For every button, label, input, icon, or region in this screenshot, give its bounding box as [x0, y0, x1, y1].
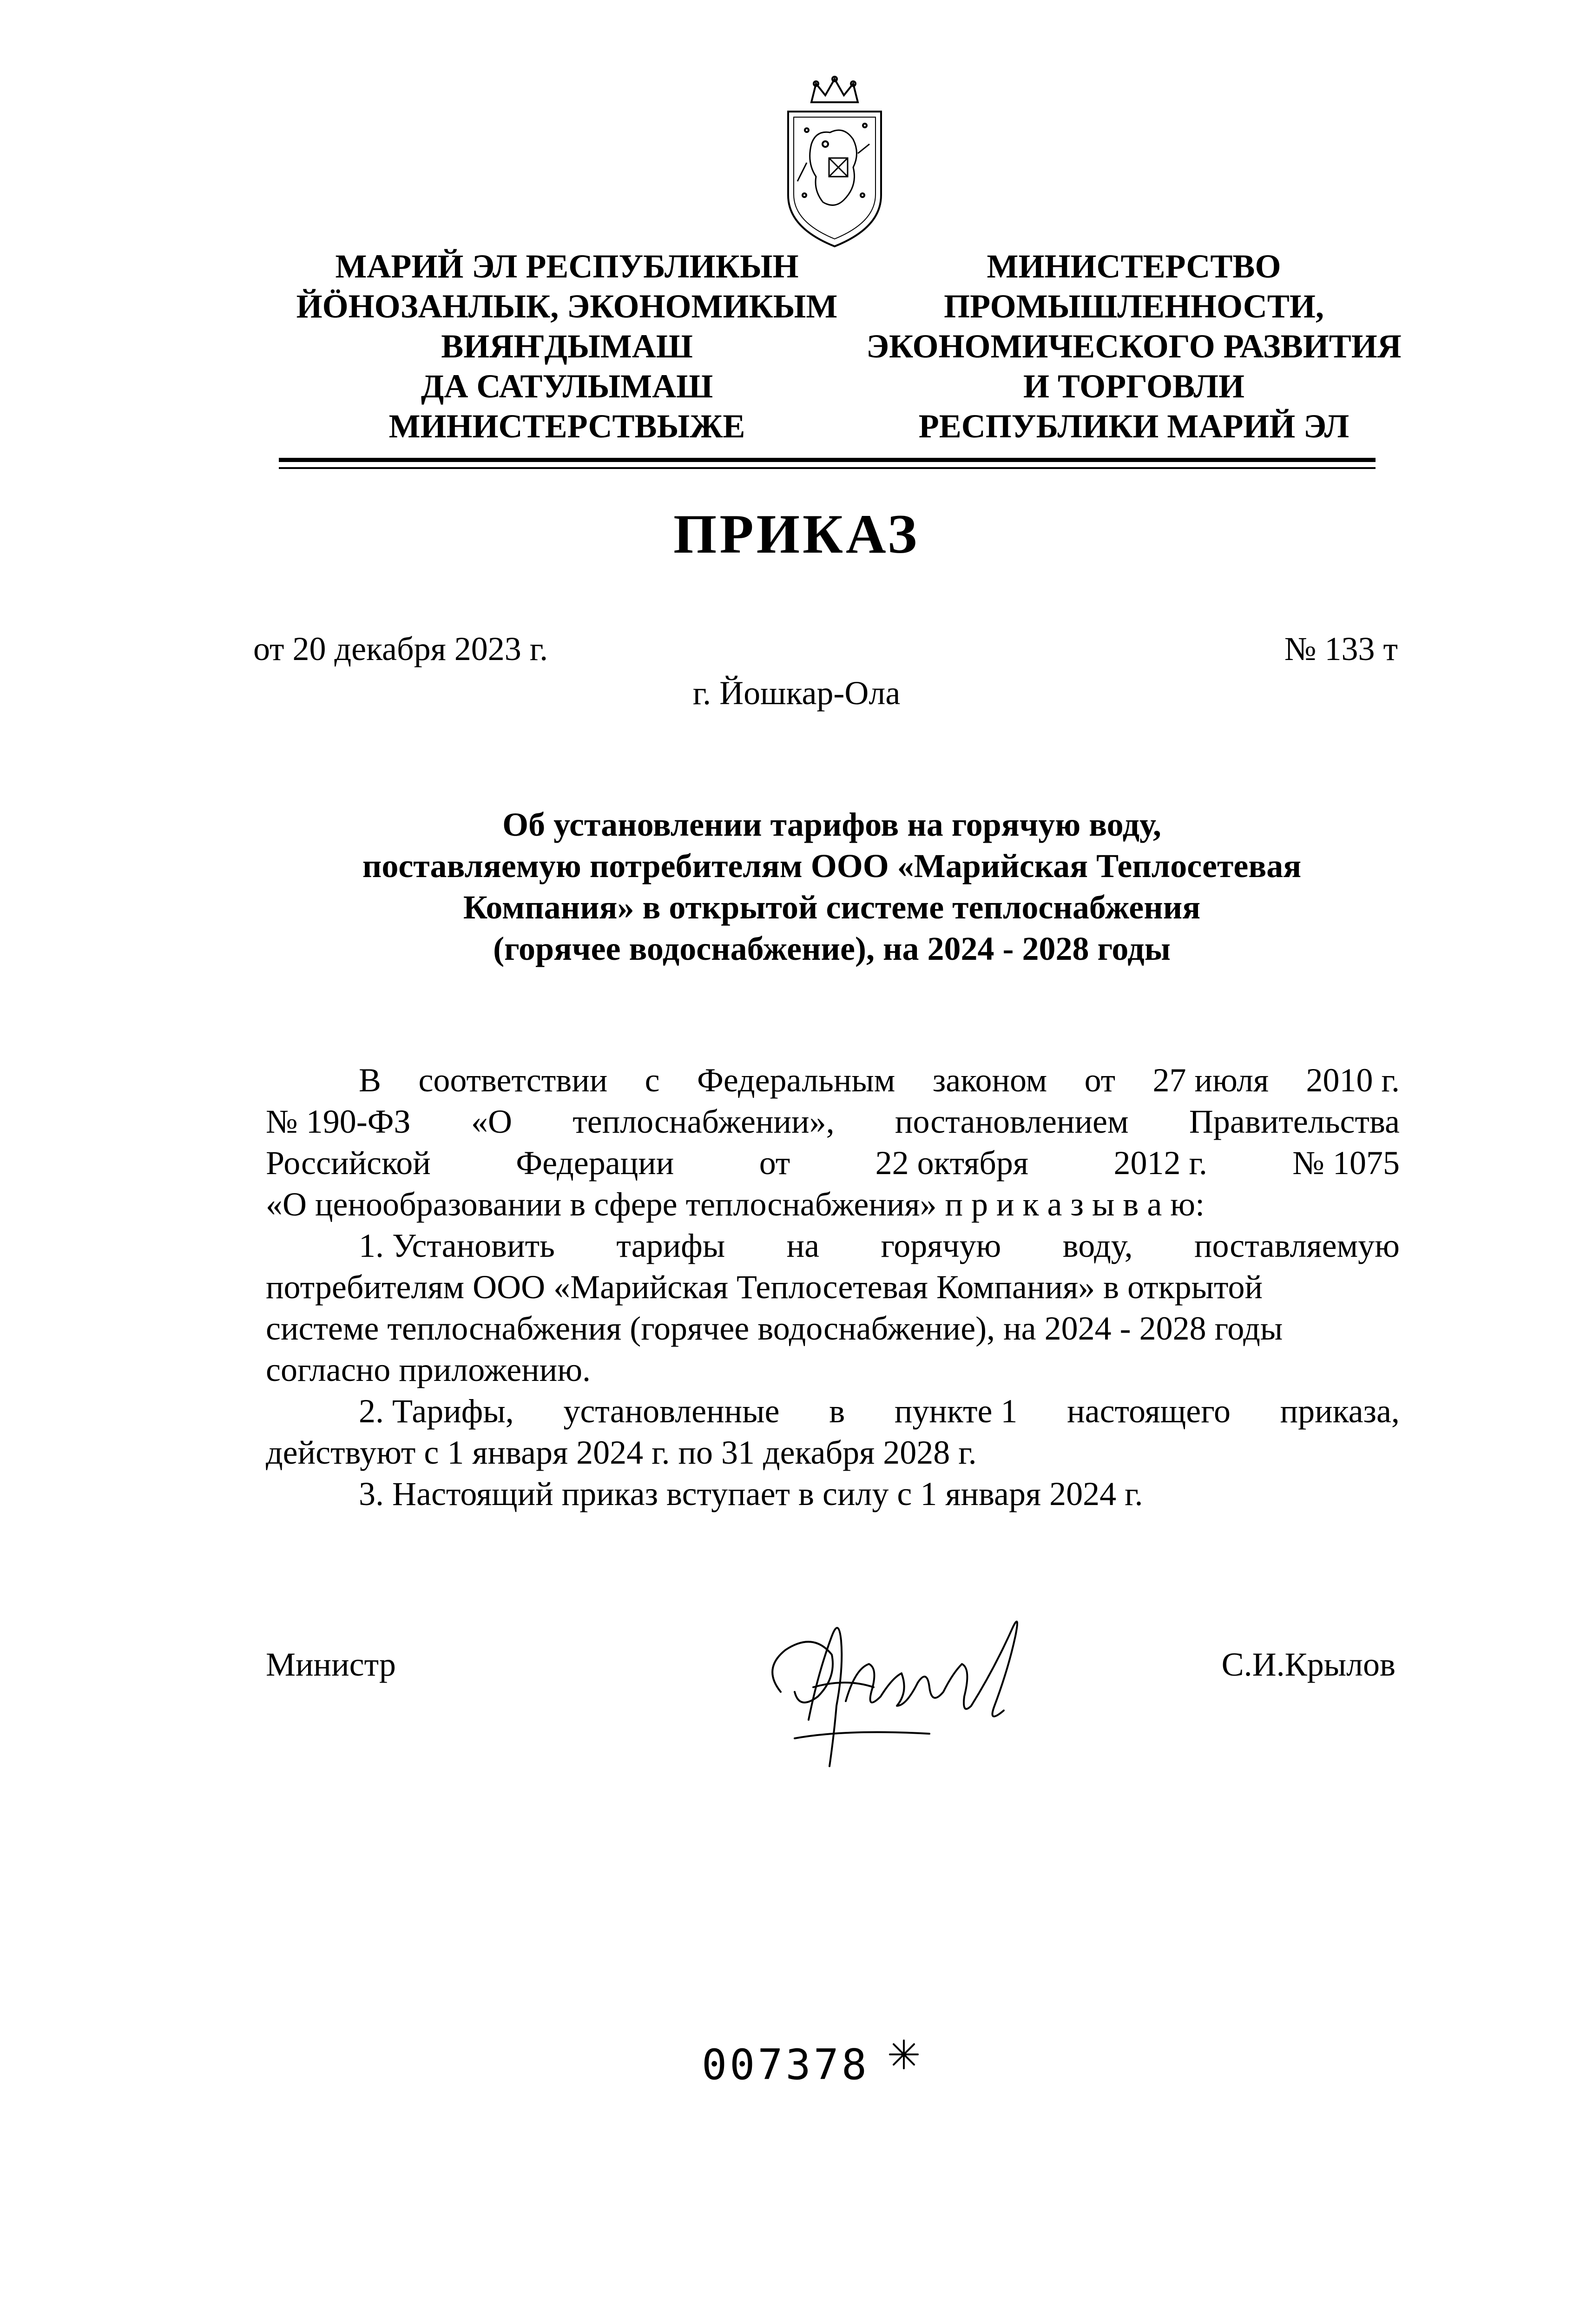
body-line: действуют с 1 января 2024 г. по 31 декабря 2028 г.	[266, 1434, 977, 1471]
body-line	[266, 1101, 1400, 1142]
word: 22 октября	[875, 1144, 1029, 1182]
word: 27 июля	[1152, 1062, 1269, 1099]
word: с	[645, 1062, 660, 1099]
body-line	[266, 1391, 1400, 1432]
subject-line: Компания» в открытой системе теплоснабжения	[463, 889, 1201, 926]
word: «О	[471, 1103, 512, 1140]
intro-paragraph	[266, 1060, 1400, 1225]
coat-of-arms-icon	[779, 74, 890, 251]
header-right-line: ЭКОНОМИЧЕСКОГО РАЗВИТИЯ	[866, 328, 1402, 365]
header-left-line: ЙӦНОЗАНЛЫК, ЭКОНОМИКЫМ	[296, 288, 838, 325]
word: теплоснабжении»,	[573, 1103, 835, 1140]
word: в	[829, 1393, 845, 1430]
header-ministry-russian	[855, 246, 1413, 446]
word: воду,	[1062, 1227, 1133, 1264]
word: пункте 1	[894, 1393, 1018, 1430]
header-left-line: ДА САТУЛЫМАШ	[421, 368, 713, 405]
header-right-line: И ТОРГОВЛИ	[1023, 368, 1244, 405]
word: соответствии	[418, 1062, 608, 1099]
word: установленные	[563, 1393, 780, 1430]
star-mark-icon	[885, 2036, 922, 2073]
word: № 190-ФЗ	[266, 1103, 411, 1140]
header-divider-thin	[279, 467, 1376, 469]
body-line: «О ценообразовании в сфере теплоснабжения» п р и к а з ы в а ю:	[266, 1186, 1205, 1223]
document-number: № 133 т	[1284, 630, 1398, 667]
word: Российской	[266, 1144, 431, 1182]
body-line	[266, 1142, 1400, 1184]
word: 2. Тарифы,	[359, 1393, 514, 1430]
word: Федеральным	[697, 1062, 895, 1099]
header-right-line: ПРОМЫШЛЕННОСТИ,	[944, 288, 1324, 325]
document-subject	[260, 804, 1403, 970]
word: Правительства	[1189, 1103, 1400, 1140]
body-line: согласно приложению.	[266, 1351, 591, 1388]
header-right-line: РЕСПУБЛИКИ МАРИЙ ЭЛ	[918, 408, 1349, 445]
header-left-line: ВИЯҤДЫМАШ	[441, 328, 693, 365]
word: тарифы	[616, 1227, 725, 1264]
word: настоящего	[1067, 1393, 1231, 1430]
word: приказа,	[1280, 1393, 1400, 1430]
document-body	[266, 1060, 1400, 1515]
document-city: г. Йошкар-Ола	[692, 674, 901, 712]
word: 1. Установить	[359, 1227, 555, 1264]
subject-line: поставляемую потребителям ООО «Марийская Теплосетевая	[362, 847, 1302, 885]
word: от	[759, 1144, 790, 1182]
serial-number: 007378	[702, 2040, 870, 2089]
word: от	[1084, 1062, 1116, 1099]
signer-role: Министр	[266, 1646, 396, 1683]
word: постановлением	[895, 1103, 1129, 1140]
word: В	[359, 1062, 382, 1099]
handwritten-signature	[753, 1599, 1041, 1794]
header-right-line: МИНИСТЕРСТВО	[987, 248, 1281, 285]
header-divider-thick	[279, 458, 1376, 462]
header-left-line: МАРИЙ ЭЛ РЕСПУБЛИКЫН	[335, 248, 799, 285]
word: на	[786, 1227, 820, 1264]
subject-line: (горячее водоснабжение), на 2024 - 2028 годы	[493, 930, 1171, 967]
word: 2010 г.	[1306, 1062, 1400, 1099]
word: законом	[932, 1062, 1047, 1099]
word: Федерации	[516, 1144, 674, 1182]
word: № 1075	[1292, 1144, 1400, 1182]
body-line	[266, 1060, 1400, 1101]
word: горячую	[881, 1227, 1001, 1264]
signer-name: С.И.Крылов	[1221, 1646, 1396, 1683]
item-3-paragraph: 3. Настоящий приказ вступает в силу с 1 января 2024 г.	[359, 1475, 1143, 1512]
word: 2012 г.	[1113, 1144, 1207, 1182]
document-date: от 20 декабря 2023 г.	[253, 630, 548, 667]
document-title: ПРИКАЗ	[673, 503, 920, 565]
item-2-paragraph	[266, 1391, 1400, 1473]
header-left-line: МИНИСТЕРСТВЫЖЕ	[388, 408, 745, 445]
word: поставляемую	[1194, 1227, 1400, 1264]
header-ministry-mari	[260, 246, 874, 446]
body-line: системе теплоснабжения (горячее водоснабжение), на 2024 - 2028 годы	[266, 1310, 1283, 1347]
body-line	[266, 1225, 1400, 1267]
item-1-paragraph	[266, 1225, 1400, 1391]
subject-line: Об установлении тарифов на горячую воду,	[502, 806, 1161, 843]
body-line: потребителям ООО «Марийская Теплосетевая Компания» в открытой	[266, 1268, 1263, 1306]
